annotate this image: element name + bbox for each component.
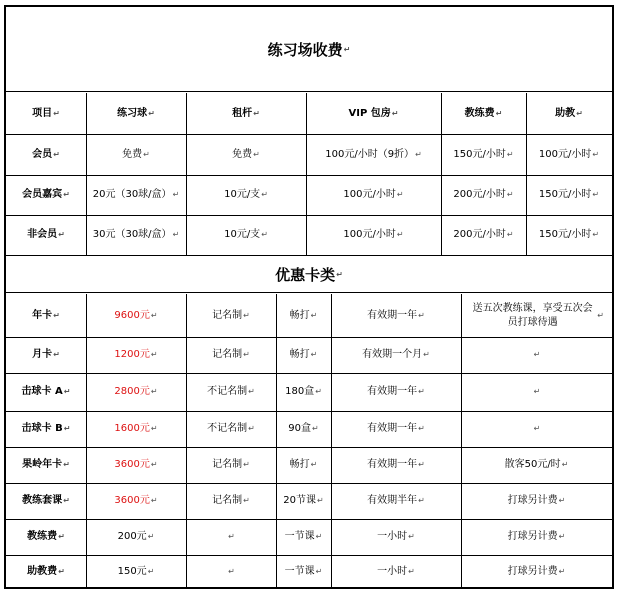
card-price: 150元 ↵ [86,555,186,589]
card-note [461,373,612,411]
card-price: 3600元 ↵ [86,483,186,519]
fee-header-cell: 练习球 ↵ [86,93,186,134]
card-name: 果岭年卡 ↵ [6,447,86,483]
fee-cell: 100元/小时 ↵ [306,175,441,215]
card-price: 9600元 ↵ [86,294,186,337]
fee-header-cell: VIP 包房 ↵ [306,93,441,134]
fee-cell: 200元/小时 ↵ [441,175,526,215]
fee-cell: 150元/小时 ↵ [441,134,526,175]
card-name: 教练费 ↵ [6,519,86,555]
card-name: 助教费 ↵ [6,555,86,589]
card-validity: 有效期半年 ↵ [331,483,461,519]
card-validity: 有效期一年 ↵ [331,373,461,411]
card-register-type: 不记名制 ↵ [186,411,276,447]
fee-cell: 免费 ↵ [186,134,306,175]
fee-header-cell: 教练费 ↵ [441,93,526,134]
card-price: 2800元 ↵ [86,373,186,411]
card-register-type: 不记名制 ↵ [186,373,276,411]
fee-cell: 150元/小时 ↵ [526,175,612,215]
fee-document [4,5,614,589]
fee-cell: 10元/支 ↵ [186,215,306,255]
card-note: 送五次教练课，享受五次会员打球待遇 ↵ [461,294,612,337]
divider [6,292,612,293]
page-title: 练习场收费 ↵ [6,7,612,91]
card-quantity: 20节课 ↵ [276,483,331,519]
card-register-type: 记名制 ↵ [186,294,276,337]
fee-cell: 100元/小时（9折） ↵ [306,134,441,175]
fee-cell: 150元/小时 ↵ [526,215,612,255]
fee-row-label: 非会员 ↵ [6,215,86,255]
fee-cell: 100元/小时 ↵ [526,134,612,175]
fee-cell: 200元/小时 ↵ [441,215,526,255]
card-validity: 有效期一年 ↵ [331,411,461,447]
card-quantity: 一节课 ↵ [276,519,331,555]
fee-cell: 10元/支 ↵ [186,175,306,215]
fee-header-cell: 租杆 ↵ [186,93,306,134]
card-name: 月卡 ↵ [6,337,86,373]
fee-cell: 免费 ↵ [86,134,186,175]
card-register-type: 记名制 ↵ [186,337,276,373]
card-name: 击球卡 A ↵ [6,373,86,411]
card-price: 1200元 ↵ [86,337,186,373]
fee-cell: 20元（30球/盒） ↵ [86,175,186,215]
cards-section-title: 优惠卡类 ↵ [6,256,612,292]
card-validity: 有效期一年 ↵ [331,294,461,337]
card-register-type [186,519,276,555]
card-note: 打球另计费 ↵ [461,555,612,589]
divider [6,91,612,92]
card-price: 3600元 ↵ [86,447,186,483]
fee-header-cell: 助教 ↵ [526,93,612,134]
card-name: 击球卡 B ↵ [6,411,86,447]
card-quantity: 90盒 ↵ [276,411,331,447]
card-name: 年卡 ↵ [6,294,86,337]
card-note: 打球另计费 ↵ [461,483,612,519]
fee-row-label: 会员嘉宾 ↵ [6,175,86,215]
card-quantity: 畅打 ↵ [276,294,331,337]
card-register-type: 记名制 ↵ [186,447,276,483]
card-name: 教练套课 ↵ [6,483,86,519]
card-validity: 一小时 ↵ [331,519,461,555]
card-note [461,411,612,447]
card-price: 1600元 ↵ [86,411,186,447]
fee-cell: 30元（30球/盒） ↵ [86,215,186,255]
card-validity: 一小时 ↵ [331,555,461,589]
fee-row-label: 会员 ↵ [6,134,86,175]
fee-header-cell: 项目 ↵ [6,93,86,134]
card-note [461,337,612,373]
card-note: 散客50元/时 ↵ [461,447,612,483]
card-validity: 有效期一个月 ↵ [331,337,461,373]
card-register-type [186,555,276,589]
card-price: 200元 ↵ [86,519,186,555]
card-validity: 有效期一年 ↵ [331,447,461,483]
card-quantity: 畅打 ↵ [276,447,331,483]
card-quantity: 一节课 ↵ [276,555,331,589]
fee-cell: 100元/小时 ↵ [306,215,441,255]
card-register-type: 记名制 ↵ [186,483,276,519]
card-quantity: 180盒 ↵ [276,373,331,411]
card-quantity: 畅打 ↵ [276,337,331,373]
card-note: 打球另计费 ↵ [461,519,612,555]
